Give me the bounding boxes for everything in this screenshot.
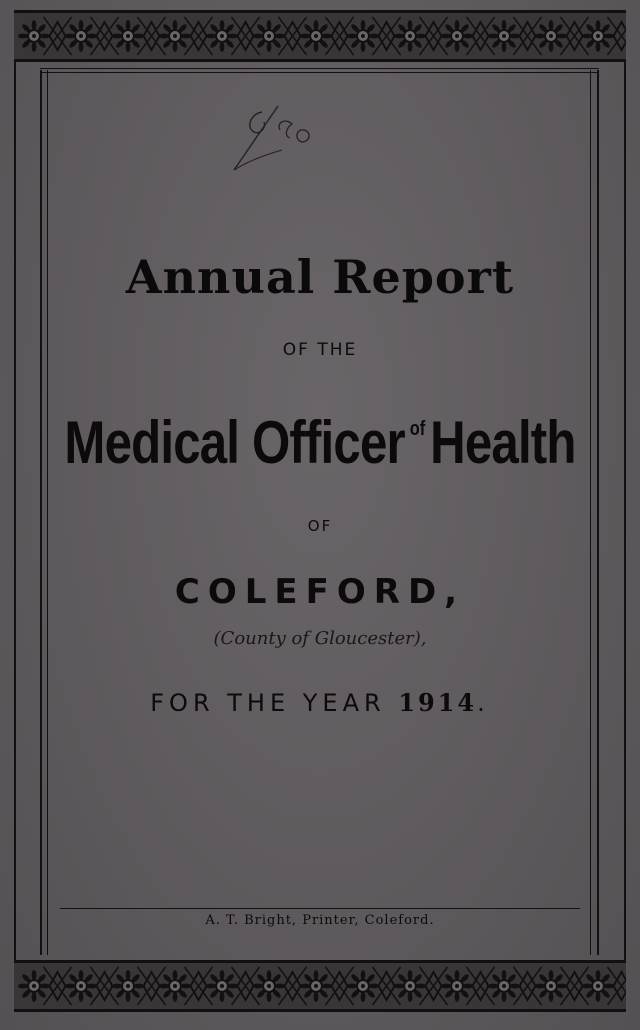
place-name: COLEFORD, <box>174 572 466 612</box>
outer-frame-right <box>624 62 626 960</box>
ornamental-border-top <box>14 10 626 62</box>
year-suffix: . <box>477 689 490 717</box>
ornamental-border-bottom <box>14 960 626 1012</box>
handwritten-initials <box>220 100 330 180</box>
title-health: Health <box>430 409 576 476</box>
title-of-small: of <box>409 418 426 440</box>
printer-rule <box>60 908 580 909</box>
printer-imprint: A. T. Bright, Printer, Coleford. <box>205 913 435 928</box>
year-number: 1914 <box>398 688 478 717</box>
report-year-line <box>0 688 640 717</box>
inner-frame-right-a <box>590 70 591 955</box>
outer-frame-left <box>14 62 16 960</box>
inner-frame-top-2 <box>40 72 599 73</box>
inner-frame-left-b <box>47 70 48 955</box>
inner-frame-top <box>40 68 599 69</box>
of-the-text: OF THE <box>282 340 358 360</box>
report-title-annual: Annual Report <box>125 250 515 304</box>
inner-frame-left-a <box>40 70 42 955</box>
county-name: (County of Gloucester), <box>213 628 427 649</box>
title-medical-officer: Medical Officer <box>64 409 405 476</box>
of-text: OF <box>307 517 333 535</box>
year-prefix: FOR THE YEAR <box>150 689 386 717</box>
inner-frame-right-b <box>597 70 599 955</box>
medical-officer-of-health-title <box>58 408 583 477</box>
